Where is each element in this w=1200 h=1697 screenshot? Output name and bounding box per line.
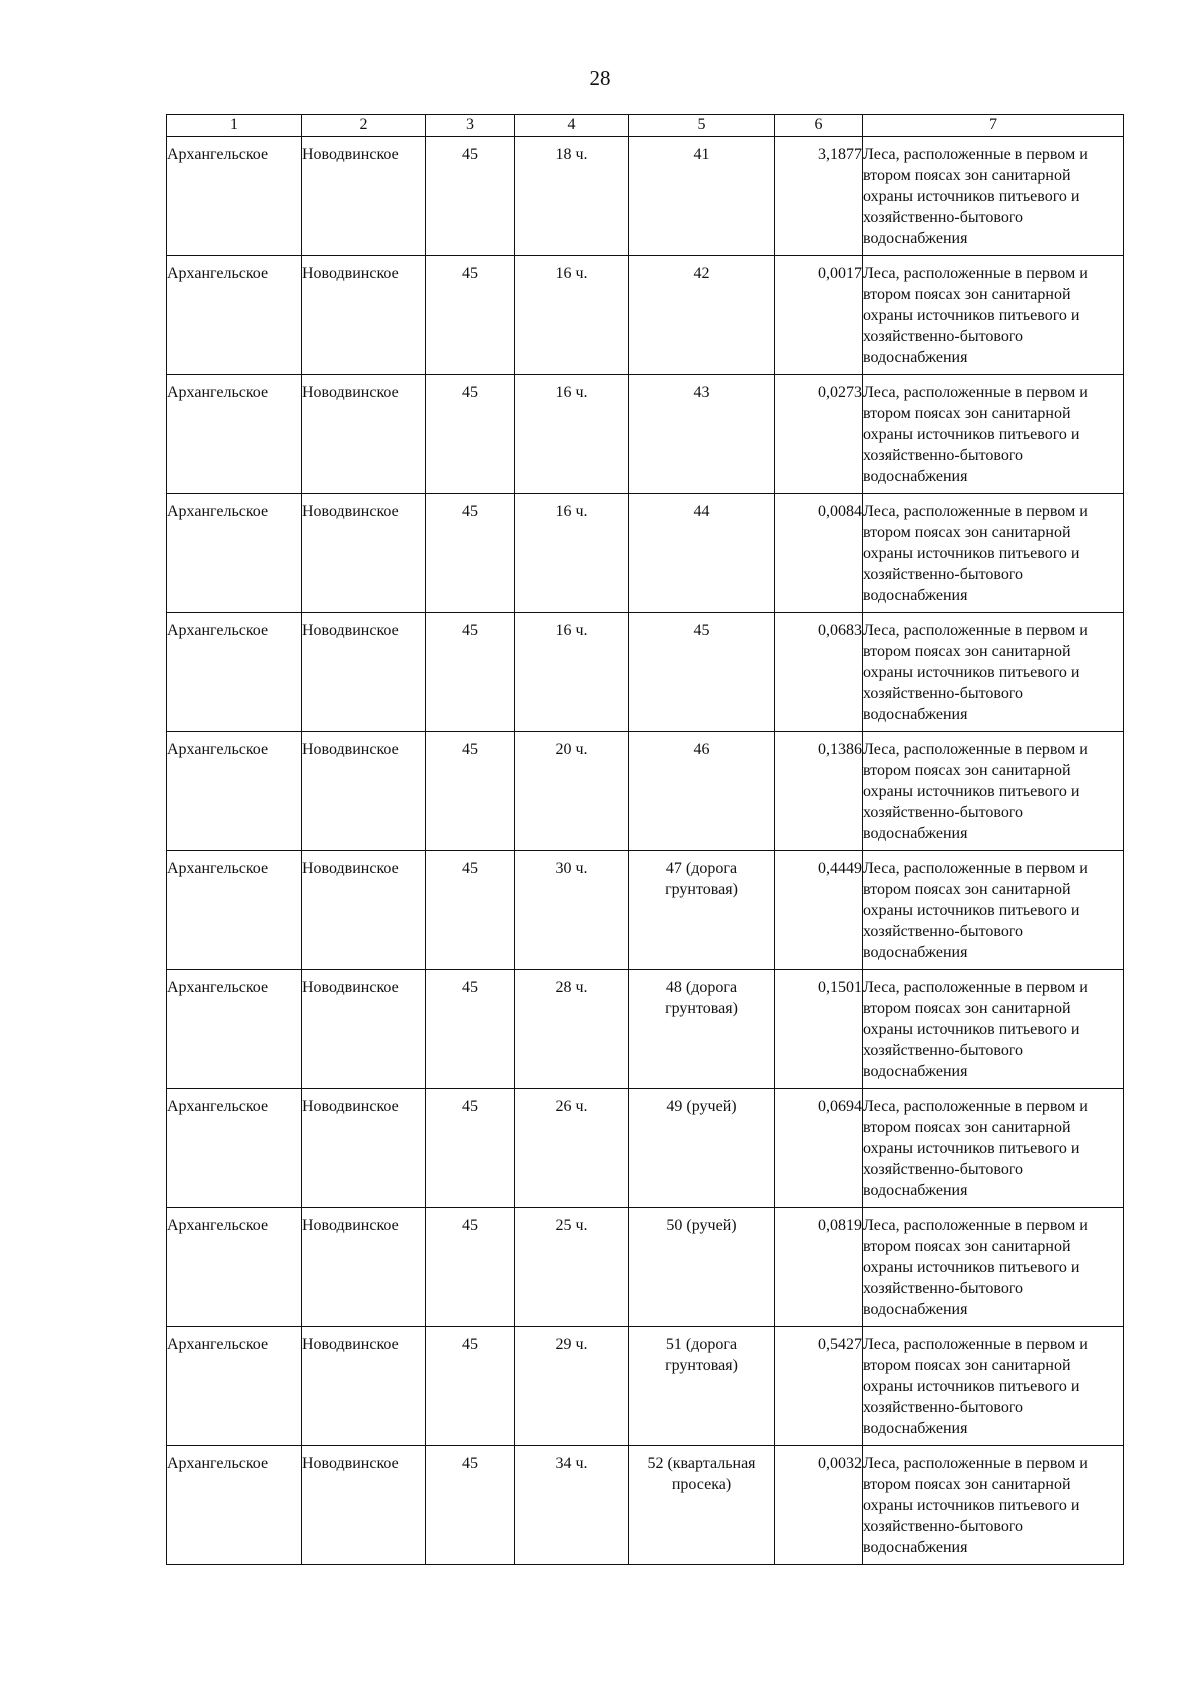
cell-district: 45 (426, 494, 515, 613)
cell-plot: 44 (629, 494, 775, 613)
cell-region: Архангельское (167, 970, 302, 1089)
cell-region: Архангельское (167, 375, 302, 494)
cell-region: Архангельское (167, 256, 302, 375)
cell-area: 0,0084 (775, 494, 863, 613)
cell-description: Леса, расположенные в первом и втором поясах зон санитарной охраны источников питьевого и хозяйственно-бытового водоснабжения (863, 970, 1124, 1089)
cell-part: 18 ч. (515, 137, 629, 256)
cell-forestry: Новодвинское (302, 851, 426, 970)
cell-plot: 52 (квартальная просека) (629, 1446, 775, 1565)
cell-part: 29 ч. (515, 1327, 629, 1446)
cell-district: 45 (426, 256, 515, 375)
cell-forestry: Новодвинское (302, 494, 426, 613)
cell-part: 16 ч. (515, 256, 629, 375)
cell-area: 3,1877 (775, 137, 863, 256)
table-row (167, 375, 1124, 494)
column-header-1: 1 (167, 115, 302, 137)
cell-area: 0,0017 (775, 256, 863, 375)
cell-part: 16 ч. (515, 494, 629, 613)
cell-plot: 49 (ручей) (629, 1089, 775, 1208)
cell-area: 0,0694 (775, 1089, 863, 1208)
cell-area: 0,4449 (775, 851, 863, 970)
cell-description: Леса, расположенные в первом и втором поясах зон санитарной охраны источников питьевого и хозяйственно-бытового водоснабжения (863, 375, 1124, 494)
cell-part: 30 ч. (515, 851, 629, 970)
cell-forestry: Новодвинское (302, 137, 426, 256)
cell-description: Леса, расположенные в первом и втором поясах зон санитарной охраны источников питьевого и хозяйственно-бытового водоснабжения (863, 256, 1124, 375)
cell-description: Леса, расположенные в первом и втором поясах зон санитарной охраны источников питьевого и хозяйственно-бытового водоснабжения (863, 613, 1124, 732)
column-header-4: 4 (515, 115, 629, 137)
cell-region: Архангельское (167, 1208, 302, 1327)
cell-area: 0,0032 (775, 1446, 863, 1565)
cell-plot: 48 (дорога грунтовая) (629, 970, 775, 1089)
cell-forestry: Новодвинское (302, 375, 426, 494)
cell-description: Леса, расположенные в первом и втором поясах зон санитарной охраны источников питьевого и хозяйственно-бытового водоснабжения (863, 732, 1124, 851)
table-row (167, 613, 1124, 732)
forest-table (166, 114, 1124, 1565)
cell-forestry: Новодвинское (302, 613, 426, 732)
cell-description: Леса, расположенные в первом и втором поясах зон санитарной охраны источников питьевого и хозяйственно-бытового водоснабжения (863, 137, 1124, 256)
cell-plot: 42 (629, 256, 775, 375)
cell-forestry: Новодвинское (302, 1327, 426, 1446)
cell-district: 45 (426, 970, 515, 1089)
cell-plot: 50 (ручей) (629, 1208, 775, 1327)
table-row (167, 1089, 1124, 1208)
cell-plot: 45 (629, 613, 775, 732)
table-row (167, 256, 1124, 375)
cell-forestry: Новодвинское (302, 256, 426, 375)
cell-area: 0,0683 (775, 613, 863, 732)
cell-plot: 51 (дорога грунтовая) (629, 1327, 775, 1446)
column-header-7: 7 (863, 115, 1124, 137)
cell-region: Архангельское (167, 613, 302, 732)
cell-part: 16 ч. (515, 375, 629, 494)
cell-description: Леса, расположенные в первом и втором поясах зон санитарной охраны источников питьевого и хозяйственно-бытового водоснабжения (863, 851, 1124, 970)
cell-district: 45 (426, 1327, 515, 1446)
cell-description: Леса, расположенные в первом и втором поясах зон санитарной охраны источников питьевого и хозяйственно-бытового водоснабжения (863, 1446, 1124, 1565)
cell-region: Архангельское (167, 1327, 302, 1446)
cell-description: Леса, расположенные в первом и втором поясах зон санитарной охраны источников питьевого и хозяйственно-бытового водоснабжения (863, 1208, 1124, 1327)
cell-region: Архангельское (167, 1446, 302, 1565)
cell-forestry: Новодвинское (302, 1089, 426, 1208)
cell-plot: 43 (629, 375, 775, 494)
column-header-3: 3 (426, 115, 515, 137)
cell-description: Леса, расположенные в первом и втором поясах зон санитарной охраны источников питьевого и хозяйственно-бытового водоснабжения (863, 494, 1124, 613)
cell-area: 0,0819 (775, 1208, 863, 1327)
column-header-6: 6 (775, 115, 863, 137)
cell-area: 0,1501 (775, 970, 863, 1089)
cell-district: 45 (426, 375, 515, 494)
cell-region: Архангельское (167, 494, 302, 613)
table-row (167, 137, 1124, 256)
cell-district: 45 (426, 851, 515, 970)
cell-forestry: Новодвинское (302, 970, 426, 1089)
cell-part: 34 ч. (515, 1446, 629, 1565)
cell-area: 0,1386 (775, 732, 863, 851)
table-row (167, 494, 1124, 613)
cell-description: Леса, расположенные в первом и втором поясах зон санитарной охраны источников питьевого и хозяйственно-бытового водоснабжения (863, 1089, 1124, 1208)
header-row (167, 115, 1124, 137)
cell-part: 28 ч. (515, 970, 629, 1089)
table-row (167, 851, 1124, 970)
cell-plot: 47 (дорога грунтовая) (629, 851, 775, 970)
cell-part: 20 ч. (515, 732, 629, 851)
cell-forestry: Новодвинское (302, 1208, 426, 1327)
cell-region: Архангельское (167, 137, 302, 256)
cell-district: 45 (426, 137, 515, 256)
page-number: 28 (589, 66, 611, 90)
cell-area: 0,5427 (775, 1327, 863, 1446)
cell-region: Архангельское (167, 732, 302, 851)
cell-plot: 41 (629, 137, 775, 256)
column-header-5: 5 (629, 115, 775, 137)
cell-district: 45 (426, 1446, 515, 1565)
cell-region: Архангельское (167, 1089, 302, 1208)
cell-area: 0,0273 (775, 375, 863, 494)
cell-part: 16 ч. (515, 613, 629, 732)
table-row (167, 1208, 1124, 1327)
cell-part: 25 ч. (515, 1208, 629, 1327)
cell-description: Леса, расположенные в первом и втором поясах зон санитарной охраны источников питьевого и хозяйственно-бытового водоснабжения (863, 1327, 1124, 1446)
cell-district: 45 (426, 1089, 515, 1208)
cell-forestry: Новодвинское (302, 1446, 426, 1565)
cell-district: 45 (426, 1208, 515, 1327)
cell-forestry: Новодвинское (302, 732, 426, 851)
table-row (167, 1446, 1124, 1565)
column-header-2: 2 (302, 115, 426, 137)
table-row (167, 970, 1124, 1089)
cell-part: 26 ч. (515, 1089, 629, 1208)
cell-region: Архангельское (167, 851, 302, 970)
cell-district: 45 (426, 613, 515, 732)
cell-district: 45 (426, 732, 515, 851)
table-row (167, 732, 1124, 851)
table-row (167, 1327, 1124, 1446)
cell-plot: 46 (629, 732, 775, 851)
